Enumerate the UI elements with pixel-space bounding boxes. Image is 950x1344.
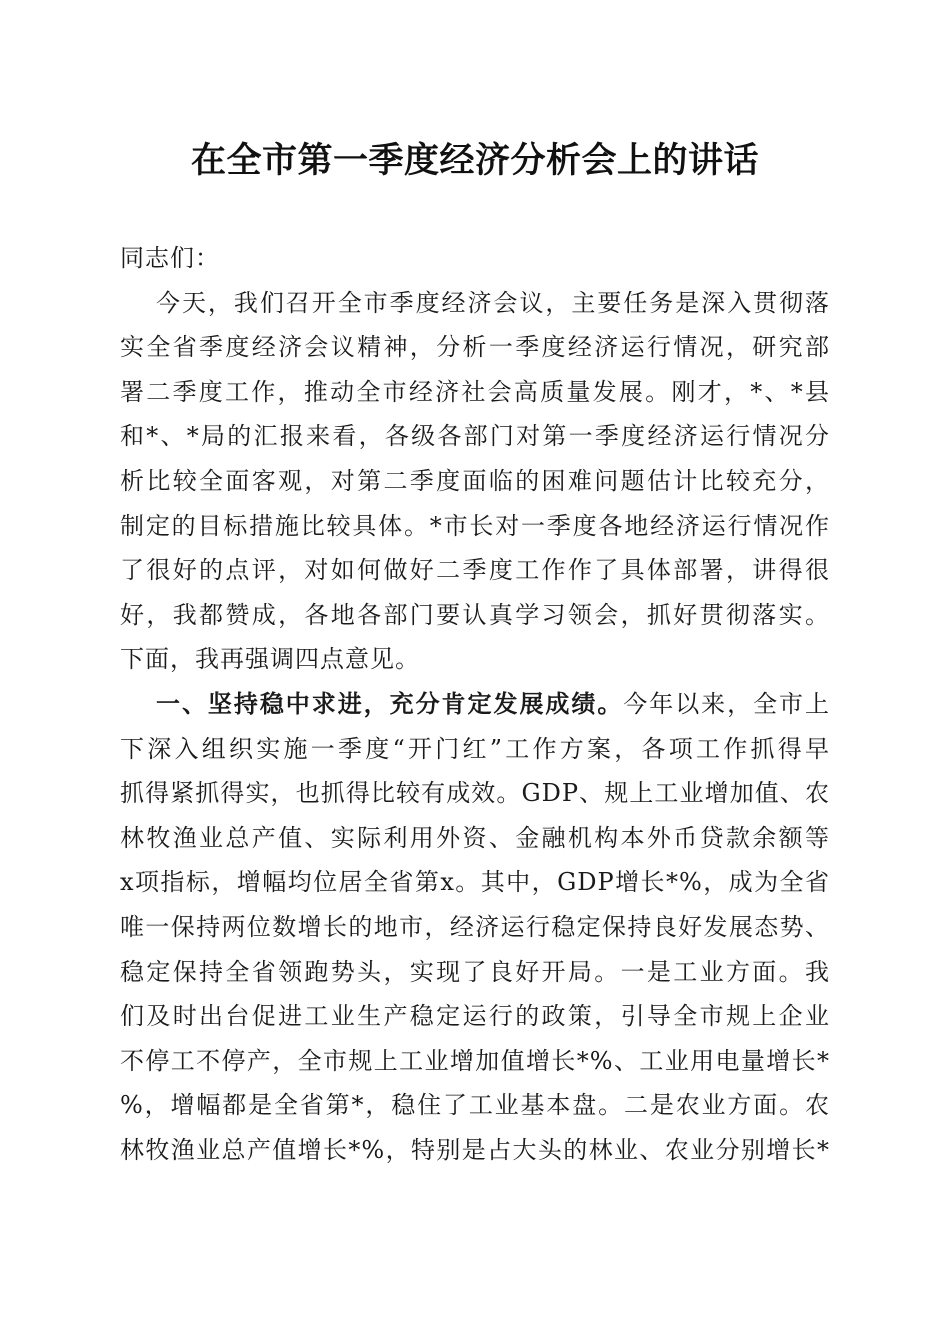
paragraph-line: 林牧渔业总产值增长*%，特别是占大头的林业、农业分别增长*	[120, 1135, 830, 1164]
paragraph-line: 林牧渔业总产值、实际利用外资、金融机构本外币贷款余额等	[120, 823, 830, 852]
paragraph-line: 今天，我们召开全市季度经济会议，主要任务是深入贯彻落	[156, 288, 830, 317]
paragraph-line: 不停工不停产，全市规上工业增加值增长*%、工业用电量增长*	[120, 1046, 830, 1075]
paragraph-line: 下深入组织实施一季度“开门红”工作方案，各项工作抓得早	[120, 734, 830, 763]
section-1-first-line-text: 今年以来，全市上	[623, 689, 831, 718]
paragraph-line: 下面，我再强调四点意见。	[120, 645, 420, 674]
paragraph-line: 和*、*局的汇报来看，各级各部门对第一季度经济运行情况分	[120, 422, 830, 451]
section-1-first-line	[120, 682, 830, 727]
paragraph-line: 们及时出台促进工业生产稳定运行的政策，引导全市规上企业	[120, 1002, 830, 1031]
paragraph-line: 抓得紧抓得实，也抓得比较有成效。GDP、规上工业增加值、农	[120, 779, 830, 808]
section-1-heading: 一、坚持稳中求进，充分肯定发展成绩。	[156, 688, 624, 718]
paragraph-line: 了很好的点评，对如何做好二季度工作作了具体部署，讲得很	[120, 556, 830, 585]
paragraph-line: 署二季度工作，推动全市经济社会高质量发展。刚才，*、*县	[120, 377, 830, 406]
paragraph-line: 唯一保持两位数增长的地市，经济运行稳定保持良好发展态势、	[120, 912, 830, 941]
document-body	[120, 236, 830, 1172]
paragraph-line: x项指标，增幅均位居全省第x。其中，GDP增长*%，成为全省	[120, 868, 830, 897]
document-title: 在全市第一季度经济分析会上的讲话	[190, 140, 759, 181]
paragraph-line: 稳定保持全省领跑势头，实现了良好开局。一是工业方面。我	[120, 957, 830, 986]
salutation: 同志们：	[120, 244, 220, 272]
paragraph-line: 析比较全面客观，对第二季度面临的困难问题估计比较充分，	[120, 466, 830, 495]
paragraph-line: 实全省季度经济会议精神，分析一季度经济运行情况，研究部	[120, 333, 830, 362]
paragraph-line: 制定的目标措施比较具体。*市长对一季度各地经济运行情况作	[120, 511, 830, 540]
paragraph-line: 好，我都赞成，各地各部门要认真学习领会，抓好贯彻落实。	[120, 600, 830, 629]
paragraph-line: %，增幅都是全省第*，稳住了工业基本盘。二是农业方面。农	[120, 1091, 830, 1120]
